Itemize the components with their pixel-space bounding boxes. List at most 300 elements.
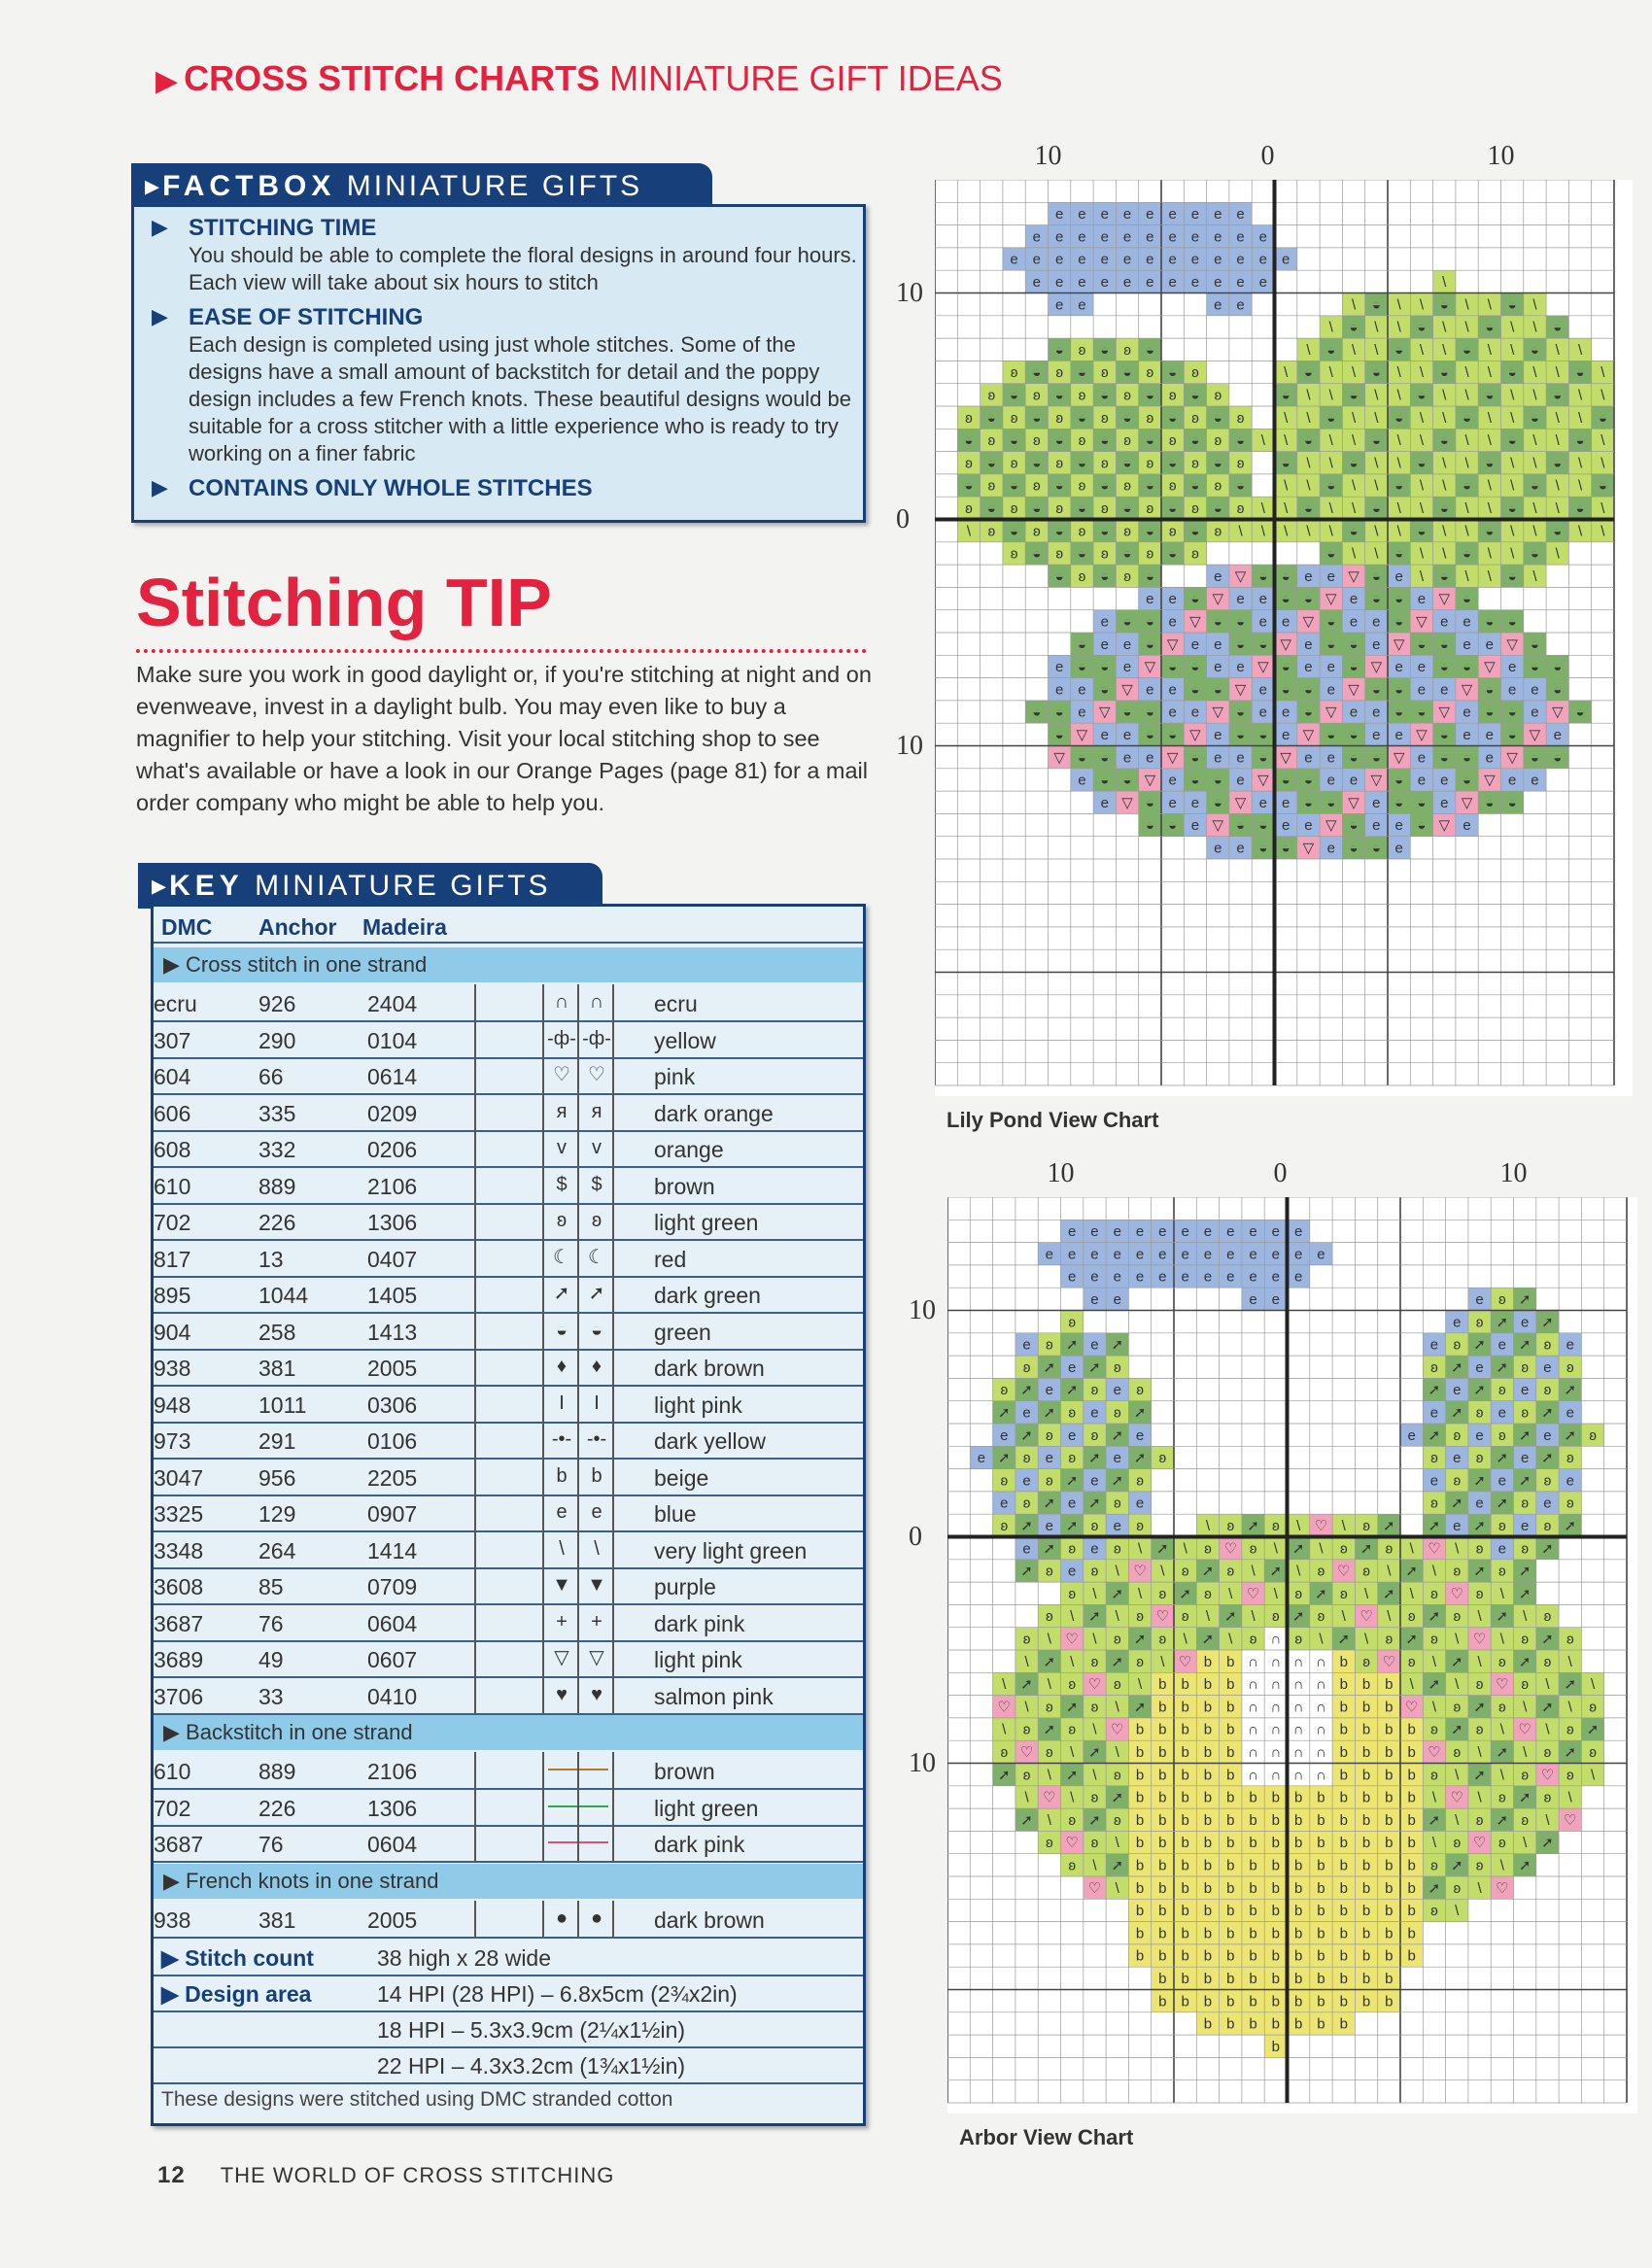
stitch-symbol: ∩ — [1292, 1743, 1304, 1761]
stitch-symbol: ◒ — [1100, 659, 1110, 676]
stitch-symbol: ◒ — [1258, 726, 1268, 743]
stitch-symbol: ♡ — [1065, 1631, 1079, 1648]
stitch-symbol: ➚ — [1564, 1676, 1577, 1694]
stitch-symbol: ➚ — [1247, 1517, 1259, 1534]
key-row — [154, 984, 863, 1022]
stitch-symbol: ➚ — [1518, 1472, 1532, 1490]
stitch-symbol: e — [1010, 251, 1018, 268]
info-value: 14 HPI (28 HPI) – 6.8x5cm (2¾x2in) — [377, 1981, 738, 2007]
symbol-cell: v — [577, 1130, 614, 1166]
stitch-symbol: b — [1203, 1653, 1213, 1670]
stitch-symbol: \ — [1228, 1631, 1233, 1648]
stitch-symbol: ◒ — [1236, 432, 1246, 450]
key-madeira: 0206 — [367, 1137, 418, 1162]
stitch-symbol: ◒ — [1077, 455, 1086, 472]
stitch-symbol: \ — [1002, 1721, 1007, 1738]
stitch-symbol: e — [1349, 704, 1359, 721]
stitch-symbol: ➚ — [1473, 1336, 1486, 1354]
stitch-symbol: ◒ — [1145, 794, 1154, 811]
arrow-icon: ▶ — [152, 475, 168, 499]
stitch-symbol: \ — [1464, 432, 1469, 450]
stitch-symbol: \ — [1137, 1676, 1143, 1694]
stitch-symbol: e — [1100, 206, 1109, 223]
stitch-symbol: e — [1090, 1472, 1099, 1490]
stitch-symbol: ∩ — [1316, 1767, 1326, 1784]
stitch-symbol: ▽ — [1551, 704, 1564, 721]
stitch-symbol: ʚ — [1010, 455, 1018, 472]
symbol-cell: я — [542, 1094, 579, 1130]
stitch-symbol: ʚ — [1214, 523, 1222, 540]
stitch-symbol: \ — [1600, 499, 1605, 517]
stitch-symbol: e — [1054, 296, 1064, 314]
stitch-symbol: e — [1531, 681, 1539, 699]
key-row — [154, 1459, 863, 1496]
stitch-symbol: e — [1236, 772, 1245, 789]
key-anchor: 226 — [258, 1210, 296, 1235]
key-color-name: light pink — [654, 1647, 742, 1672]
stitch-symbol: ◒ — [1145, 387, 1154, 404]
stitch-symbol: e — [1100, 613, 1109, 631]
symbol-cell: ☾ — [542, 1240, 579, 1276]
stitch-symbol: ◒ — [1122, 455, 1132, 472]
stitch-symbol: e — [1135, 1495, 1145, 1512]
stitch-symbol: b — [1181, 1970, 1189, 1987]
stitch-symbol: ◒ — [1258, 817, 1268, 835]
stitch-symbol: ➚ — [1450, 1404, 1463, 1422]
stitch-symbol: ◒ — [1032, 455, 1042, 472]
stitch-symbol: ◒ — [1417, 319, 1427, 336]
stitch-symbol: b — [1203, 1789, 1213, 1806]
stitch-symbol: \ — [1070, 1653, 1075, 1670]
arrow-icon: ▶ — [161, 1981, 186, 2007]
key-dmc: 3689 — [154, 1647, 204, 1672]
stitch-symbol: ◒ — [1168, 364, 1178, 382]
stitch-symbol: ∩ — [1248, 1743, 1258, 1761]
stitch-symbol: ➚ — [1586, 1721, 1600, 1738]
stitch-symbol: ʚ — [1090, 1789, 1099, 1806]
stitch-symbol: ʚ — [1078, 523, 1086, 540]
stitch-symbol: ♡ — [1111, 1721, 1124, 1738]
stitch-symbol: ◒ — [1394, 545, 1404, 563]
stitch-symbol: \ — [1160, 1653, 1165, 1670]
stitch-symbol: ʚ — [1000, 1517, 1009, 1534]
stitch-symbol: b — [1271, 1903, 1281, 1920]
stitch-symbol: ➚ — [1541, 1450, 1554, 1467]
stitch-symbol: e — [1122, 206, 1132, 223]
stitch-symbol: ʚ — [1100, 499, 1109, 517]
stitch-symbol: \ — [1477, 1789, 1482, 1806]
stitch-symbol: ʚ — [1214, 387, 1222, 404]
info-label — [161, 1981, 311, 2008]
stitch-symbol: ➚ — [1088, 1743, 1101, 1761]
stitch-symbol: ▽ — [1234, 681, 1247, 699]
stitch-symbol: ◒ — [1100, 523, 1110, 540]
stitch-symbol: b — [1385, 1676, 1394, 1694]
magazine-name: THE WORLD OF CROSS STITCHING — [220, 2163, 615, 2187]
stitch-symbol: b — [1158, 1993, 1167, 2010]
stitch-symbol: ◒ — [1054, 387, 1064, 404]
stitch-symbol: \ — [1419, 545, 1425, 563]
key-row — [154, 1313, 863, 1351]
stitch-symbol: ▽ — [1348, 794, 1359, 811]
stitch-symbol: e — [1214, 296, 1222, 314]
stitch-symbol: \ — [1419, 567, 1425, 585]
top-axis-label: 0 — [1273, 1158, 1288, 1188]
stitch-symbol: ◒ — [1010, 477, 1019, 495]
stitch-symbol: ʚ — [1191, 545, 1199, 563]
stitch-symbol: ◒ — [1281, 591, 1291, 608]
stitch-symbol: ◒ — [1326, 341, 1336, 359]
stitch-symbol: ◒ — [1122, 613, 1132, 631]
symbol-cell — [577, 1752, 614, 1788]
stitch-symbol: ➚ — [1111, 1857, 1124, 1874]
stitch-symbol: ◒ — [1553, 523, 1563, 540]
column-header: Madeira — [362, 914, 447, 940]
stitch-symbol: ➚ — [1564, 1517, 1577, 1534]
stitch-symbol: b — [1339, 1767, 1348, 1784]
stitch-symbol: ◒ — [1258, 749, 1268, 767]
stitch-symbol: ʚ — [1136, 1653, 1144, 1670]
stitch-symbol: ◒ — [1032, 499, 1042, 517]
stitch-symbol: ◒ — [1077, 659, 1086, 676]
stitch-symbol: ▽ — [1144, 659, 1156, 676]
stitch-symbol: b — [1361, 1970, 1371, 1987]
stitch-symbol: b — [1271, 1947, 1281, 1965]
stitch-symbol: ◒ — [1122, 704, 1132, 721]
stitch-symbol: b — [1249, 1993, 1257, 2010]
key-madeira: 2005 — [367, 1907, 418, 1933]
stitch-symbol: ♡ — [1496, 1676, 1509, 1694]
stitch-symbol: \ — [1464, 387, 1469, 404]
stitch-symbol: e — [1045, 1450, 1054, 1467]
stitch-symbol: ◒ — [1168, 817, 1178, 835]
stitch-symbol: \ — [1284, 477, 1289, 495]
stitch-symbol: ▽ — [1484, 659, 1496, 676]
stitch-symbol: ʚ — [1113, 1404, 1121, 1422]
stitch-symbol: b — [1158, 1676, 1167, 1694]
stitch-symbol: e — [1304, 567, 1313, 585]
stitch-symbol: ʚ — [1453, 1743, 1462, 1761]
key-dmc: 3047 — [154, 1464, 204, 1491]
stitch-symbol: ◒ — [1349, 319, 1359, 336]
stitch-symbol: ◒ — [1054, 523, 1064, 540]
stitch-symbol: e — [1090, 1223, 1099, 1241]
stitch-symbol: ◒ — [1303, 364, 1313, 382]
key-madeira: 0106 — [367, 1428, 418, 1454]
stitch-symbol: \ — [1431, 1699, 1437, 1716]
stitch-symbol: b — [1181, 1811, 1189, 1829]
stitch-symbol: ʚ — [1430, 1767, 1438, 1784]
stitch-symbol: e — [1281, 794, 1291, 811]
stitch-symbol: \ — [1070, 1789, 1075, 1806]
stitch-symbol: e — [1022, 1404, 1031, 1422]
key-header-row — [154, 912, 863, 944]
stitch-symbol: b — [1158, 1970, 1167, 1987]
stitch-symbol: b — [1271, 2038, 1281, 2055]
stitch-symbol: \ — [1532, 455, 1537, 472]
stitch-symbol: ➚ — [1518, 1857, 1532, 1874]
stitch-symbol: \ — [1577, 523, 1583, 540]
stitch-symbol: ◒ — [1507, 726, 1517, 743]
factbox-heading: STITCHING TIME — [189, 215, 377, 241]
stitch-symbol: b — [1361, 1811, 1371, 1829]
stitch-symbol: \ — [1455, 1767, 1460, 1784]
key-tab: ▸KEY MINIATURE GIFTS — [138, 863, 602, 909]
stitch-symbol: ♡ — [1404, 1699, 1419, 1716]
stitch-symbol: ʚ — [1407, 1608, 1416, 1626]
stitch-symbol: \ — [1532, 364, 1537, 382]
stitch-symbol: \ — [1137, 1585, 1143, 1602]
stitch-symbol: ◒ — [1394, 591, 1404, 608]
stitch-symbol: ◒ — [1439, 749, 1449, 767]
stitch-symbol: \ — [1532, 296, 1537, 314]
stitch-symbol: e — [1146, 273, 1154, 291]
stitch-symbol: ➚ — [1518, 1563, 1532, 1580]
stitch-symbol: \ — [1487, 341, 1492, 359]
stitch-symbol: \ — [1555, 409, 1560, 427]
symbol-cell: e — [542, 1495, 579, 1530]
stitch-symbol: ➚ — [1201, 1631, 1215, 1648]
stitch-symbol: e — [1271, 1223, 1281, 1241]
key-color-name: dark pink — [654, 1832, 745, 1857]
stitch-symbol: \ — [1555, 545, 1560, 563]
key-madeira: 0604 — [367, 1832, 418, 1857]
stitch-symbol: ʚ — [1136, 1608, 1144, 1626]
stitch-symbol: \ — [1600, 387, 1605, 404]
stitch-symbol: ♡ — [1337, 1563, 1351, 1580]
stitch-symbol: b — [1361, 1767, 1371, 1784]
stitch-symbol: ʚ — [1068, 1314, 1076, 1331]
stitch-symbol: ◒ — [1213, 772, 1222, 789]
stitch-symbol: ◒ — [1213, 455, 1222, 472]
stitch-symbol: ʚ — [1543, 1336, 1552, 1354]
stitch-symbol: b — [1407, 1767, 1416, 1784]
stitch-symbol: ʚ — [1226, 1517, 1235, 1534]
stitch-symbol: ◒ — [1507, 794, 1517, 811]
stitch-symbol: e — [1135, 1426, 1145, 1444]
stitch-symbol: b — [1407, 1811, 1416, 1829]
key-madeira: 0407 — [367, 1246, 418, 1272]
stitch-symbol: ▽ — [1280, 636, 1291, 653]
stitch-symbol: ➚ — [1291, 1540, 1305, 1558]
stitch-symbol: ◒ — [1145, 523, 1154, 540]
stitch-symbol: \ — [1555, 432, 1560, 450]
stitch-symbol: e — [1507, 659, 1517, 676]
stitch-symbol: ◒ — [1371, 567, 1381, 585]
stitch-symbol: e — [1226, 1223, 1235, 1241]
stitch-symbol: b — [1385, 1811, 1394, 1829]
stitch-symbol: e — [1100, 794, 1109, 811]
symbol-cell — [577, 1789, 614, 1825]
stitch-symbol: ʚ — [1191, 364, 1199, 382]
stitch-symbol: ◒ — [1326, 545, 1336, 563]
key-row — [154, 1901, 863, 1939]
stitch-symbol: ʚ — [1453, 1336, 1462, 1354]
stitch-symbol: ʚ — [1068, 1811, 1076, 1829]
symbol-cell — [474, 1752, 542, 1788]
stitch-symbol: b — [1181, 1993, 1189, 2010]
stitch-symbol: ➚ — [1541, 1699, 1554, 1716]
stitch-symbol: ʚ — [1521, 1631, 1529, 1648]
stitch-symbol: e — [1190, 636, 1200, 653]
stitch-symbol: e — [1045, 1382, 1054, 1399]
stitch-symbol: ♡ — [1540, 1767, 1555, 1784]
stitch-symbol: ◒ — [1303, 794, 1313, 811]
info-row — [154, 2010, 863, 2048]
stitch-symbol: \ — [1374, 409, 1379, 427]
stitch-symbol: e — [1475, 1495, 1484, 1512]
key-anchor: 1011 — [258, 1392, 307, 1418]
stitch-symbol: e — [1168, 591, 1177, 608]
stitch-symbol: b — [1293, 1857, 1303, 1874]
stitch-symbol: ◒ — [1394, 772, 1404, 789]
chart-caption: Arbor View Chart — [959, 2125, 1134, 2149]
key-color-name: green — [654, 1319, 711, 1345]
stitch-symbol: ʚ — [1022, 1631, 1031, 1648]
stitch-symbol: ʚ — [1146, 499, 1154, 517]
stitch-symbol: ʚ — [1136, 1472, 1144, 1490]
stitch-symbol: e — [1520, 1314, 1530, 1331]
stitch-symbol: b — [1181, 1879, 1189, 1897]
key-madeira: 2106 — [367, 1759, 418, 1784]
stitch-symbol: e — [1113, 1382, 1121, 1399]
stitch-symbol: b — [1361, 1993, 1371, 2010]
stitch-symbol: ➚ — [1133, 1450, 1147, 1467]
stitch-symbol: b — [1158, 1925, 1167, 1942]
stitch-symbol: ʚ — [1589, 1743, 1597, 1761]
stitch-symbol: ◒ — [1168, 659, 1178, 676]
key-title: KEY — [169, 870, 244, 902]
left-axis-label: 10 — [896, 277, 923, 308]
stitch-symbol: ◒ — [1575, 432, 1585, 450]
stitch-symbol: \ — [1442, 273, 1447, 291]
stitch-symbol: e — [1214, 228, 1222, 246]
stitch-symbol: ʚ — [1498, 1290, 1506, 1308]
symbol-cell — [474, 1901, 542, 1937]
stitch-symbol: ➚ — [1496, 1314, 1509, 1331]
stitch-symbol: ➚ — [1518, 1336, 1532, 1354]
stitch-symbol: ʚ — [1090, 1835, 1099, 1852]
stitch-symbol: ʚ — [1068, 1721, 1076, 1738]
stitch-symbol: b — [1135, 1879, 1145, 1897]
stitch-symbol: e — [1258, 681, 1268, 699]
symbol-cell: b — [542, 1459, 579, 1495]
stitch-symbol: ʚ — [1158, 1450, 1167, 1467]
stitch-symbol: b — [1339, 1947, 1348, 1965]
stitch-symbol: ▽ — [1325, 591, 1337, 608]
stitch-symbol: \ — [1555, 499, 1560, 517]
stitch-symbol: b — [1249, 1857, 1257, 1874]
stitch-symbol: e — [1190, 206, 1200, 223]
stitch-symbol: e — [1122, 726, 1132, 743]
stitch-symbol: b — [1271, 1993, 1281, 2010]
stitch-symbol: \ — [1523, 1699, 1528, 1716]
key-anchor: 335 — [258, 1100, 296, 1126]
stitch-symbol: ◒ — [1575, 704, 1585, 721]
stitch-symbol: ʚ — [1521, 1767, 1529, 1784]
stitch-symbol: ➚ — [1337, 1631, 1351, 1648]
key-row — [154, 1825, 863, 1863]
stitch-symbol: e — [1417, 772, 1427, 789]
stitch-symbol: e — [1000, 1426, 1009, 1444]
stitch-symbol: b — [1317, 1879, 1325, 1897]
key-anchor: 226 — [258, 1795, 296, 1821]
key-color-name: dark orange — [654, 1100, 774, 1126]
stitch-symbol: e — [1090, 1246, 1099, 1263]
stitch-symbol: b — [1203, 1903, 1213, 1920]
stitch-symbol: \ — [1387, 1563, 1392, 1580]
stitch-symbol: \ — [1455, 1631, 1460, 1648]
stitch-symbol: e — [1203, 1268, 1213, 1286]
stitch-symbol: ➚ — [1111, 1585, 1124, 1602]
stitch-symbol: ➚ — [1291, 1608, 1305, 1626]
key-color-name: light green — [654, 1795, 759, 1821]
key-madeira: 0306 — [367, 1392, 418, 1418]
stitch-symbol: ➚ — [1473, 1472, 1486, 1490]
stitch-symbol: \ — [1238, 523, 1243, 540]
top-axis-label: 0 — [1260, 141, 1275, 171]
key-anchor: 258 — [258, 1319, 296, 1345]
stitch-symbol: ▽ — [1234, 794, 1247, 811]
left-axis-label: 10 — [896, 730, 923, 761]
stitch-symbol: \ — [1374, 477, 1379, 495]
stitch-symbol: e — [1236, 840, 1245, 857]
stitch-symbol: ➚ — [1473, 1767, 1486, 1784]
stitch-symbol: e — [1497, 1472, 1507, 1490]
symbol-cell — [612, 1495, 649, 1530]
stitch-symbol: e — [1181, 1268, 1189, 1286]
stitch-symbol: \ — [1396, 455, 1401, 472]
key-anchor: 926 — [258, 991, 296, 1016]
stitch-symbol: \ — [1419, 499, 1425, 517]
stitch-symbol: \ — [1499, 1767, 1504, 1784]
stitch-symbol: ∩ — [1270, 1699, 1282, 1716]
arrow-icon: ▶ — [161, 1945, 186, 1971]
stitch-symbol: ∩ — [1270, 1631, 1282, 1648]
stitch-symbol: ➚ — [1428, 1676, 1441, 1694]
top-axis-label: 10 — [1499, 1158, 1528, 1188]
stitch-symbol: ➚ — [1020, 1811, 1033, 1829]
stitch-symbol: ʚ — [1100, 364, 1109, 382]
stitch-symbol: e — [1475, 1426, 1484, 1444]
stitch-symbol: e — [1236, 296, 1245, 314]
symbol-cell: ∩ — [542, 984, 579, 1020]
stitch-symbol: ▽ — [1461, 681, 1473, 699]
stitch-symbol: e — [1122, 251, 1132, 268]
key-row — [154, 1349, 863, 1387]
stitch-symbol: ∩ — [1292, 1676, 1304, 1694]
stitch-symbol: e — [1078, 296, 1086, 314]
stitch-symbol: ʚ — [1100, 409, 1109, 427]
stitch-symbol: b — [1158, 1857, 1167, 1874]
key-row — [154, 1789, 863, 1827]
stitch-symbol: b — [1226, 1743, 1235, 1761]
stitch-symbol: ◒ — [1371, 591, 1381, 608]
stitch-symbol: ➚ — [1179, 1585, 1191, 1602]
stitch-symbol: ʚ — [1022, 1358, 1031, 1376]
stitch-symbol: ◒ — [1485, 704, 1495, 721]
stitch-symbol: \ — [1396, 387, 1401, 404]
stitch-symbol: ♡ — [1564, 1811, 1577, 1829]
stitch-symbol: ➚ — [1518, 1789, 1532, 1806]
stitch-symbol: ʚ — [1475, 1676, 1484, 1694]
stitch-symbol: ʚ — [1022, 1767, 1031, 1784]
stitch-symbol: ʚ — [1123, 432, 1131, 450]
stitch-symbol: ʚ — [1055, 499, 1063, 517]
stitch-symbol: b — [1407, 1925, 1416, 1942]
key-dmc: 895 — [154, 1283, 191, 1308]
stitch-symbol: b — [1385, 1903, 1394, 1920]
